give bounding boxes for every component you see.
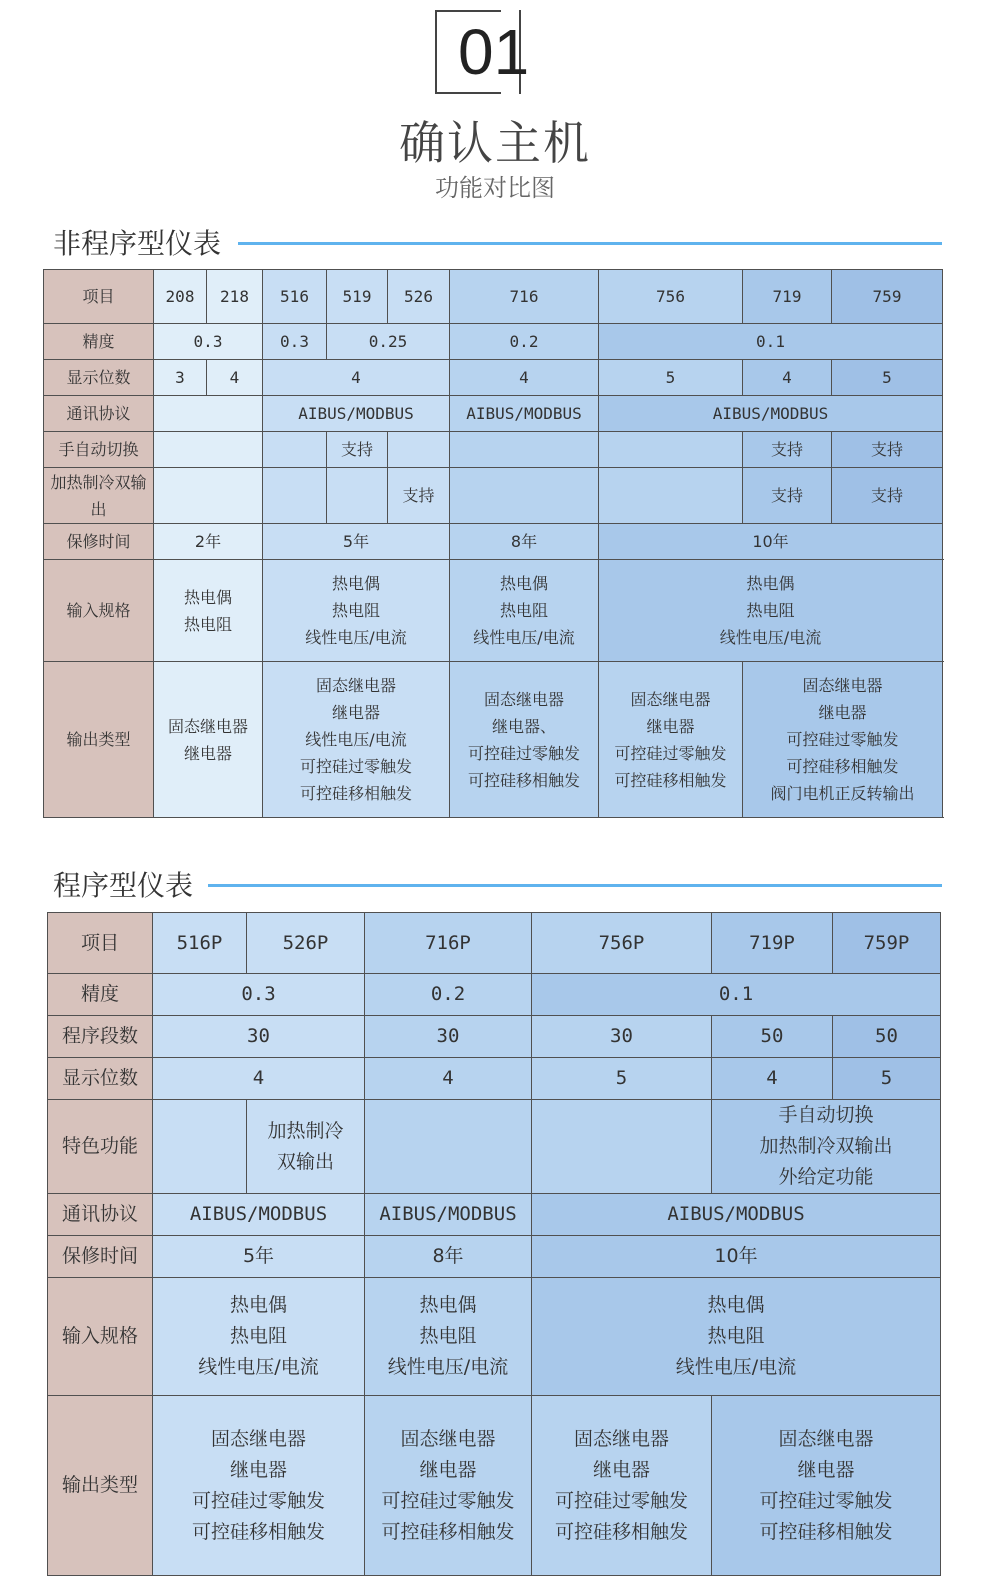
section1-divider (238, 242, 942, 245)
empty-cell (450, 432, 599, 468)
accuracy-cell: 0.1 (599, 324, 943, 360)
manual-auto-cell: 支持 (327, 432, 388, 468)
table-row (44, 270, 943, 324)
comm-cell: AIBUS/MODBUS (263, 396, 450, 432)
digits-cell: 3 (154, 360, 207, 396)
row-header: 项目 (48, 913, 153, 974)
page-subtitle: 功能对比图 (435, 174, 555, 202)
row-header: 手自动切换 (44, 432, 154, 468)
row-header: 通讯协议 (44, 396, 154, 432)
input-spec-cell: 热电偶 热电阻 线性电压/电流 (365, 1278, 532, 1396)
manual-auto-cell: 支持 (743, 432, 832, 468)
model-cell: 526 (388, 270, 450, 324)
output-type-cell: 固态继电器 继电器 可控硅过零触发 可控硅移相触发 阀门电机正反转输出 (743, 662, 943, 818)
empty-cell (153, 1100, 247, 1194)
table-row (48, 1278, 941, 1396)
row-header: 保修时间 (48, 1236, 153, 1278)
input-spec-cell: 热电偶 热电阻 线性电压/电流 (599, 560, 943, 662)
output-type-cell: 固态继电器 继电器 线性电压/电流 可控硅过零触发 可控硅移相触发 (263, 662, 450, 818)
input-spec-cell: 热电偶 热电阻 线性电压/电流 (263, 560, 450, 662)
accuracy-cell: 0.3 (153, 974, 365, 1016)
section-number: 01 (458, 16, 530, 88)
model-cell: 516P (153, 913, 247, 974)
row-header: 程序段数 (48, 1016, 153, 1058)
model-cell: 719P (712, 913, 833, 974)
segments-cell: 50 (833, 1016, 941, 1058)
empty-cell (450, 468, 599, 524)
manual-auto-cell: 支持 (832, 432, 943, 468)
empty-cell (263, 468, 327, 524)
empty-cell (263, 432, 327, 468)
empty-cell (327, 468, 388, 524)
table-row (44, 662, 943, 818)
segments-cell: 30 (153, 1016, 365, 1058)
section2-title: 程序型仪表 (53, 869, 194, 902)
features-cell: 加热制冷 双输出 (247, 1100, 365, 1194)
model-cell: 716 (450, 270, 599, 324)
heat-cool-cell: 支持 (743, 468, 832, 524)
empty-cell (388, 432, 450, 468)
row-header: 输出类型 (48, 1396, 153, 1576)
segments-cell: 30 (365, 1016, 532, 1058)
row-header: 精度 (48, 974, 153, 1016)
empty-cell (599, 468, 743, 524)
features-cell: 手自动切换 加热制冷双输出 外给定功能 (712, 1100, 941, 1194)
warranty-cell: 8年 (365, 1236, 532, 1278)
digits-cell: 4 (743, 360, 832, 396)
output-type-cell: 固态继电器 继电器 可控硅过零触发 可控硅移相触发 (153, 1396, 365, 1576)
model-cell: 759 (832, 270, 943, 324)
comm-cell: AIBUS/MODBUS (450, 396, 599, 432)
output-type-cell: 固态继电器 继电器 可控硅过零触发 可控硅移相触发 (712, 1396, 941, 1576)
accuracy-cell: 0.25 (327, 324, 450, 360)
model-cell: 526P (247, 913, 365, 974)
heat-cool-cell: 支持 (832, 468, 943, 524)
table-row (44, 360, 943, 396)
model-cell: 716P (365, 913, 532, 974)
row-header: 显示位数 (48, 1058, 153, 1100)
segments-cell: 50 (712, 1016, 833, 1058)
digits-cell: 5 (532, 1058, 712, 1100)
row-header: 通讯协议 (48, 1194, 153, 1236)
digits-cell: 4 (263, 360, 450, 396)
comm-cell: AIBUS/MODBUS (153, 1194, 365, 1236)
empty-cell (365, 1100, 532, 1194)
row-header: 加热制冷双输出 (44, 468, 154, 524)
warranty-cell: 8年 (450, 524, 599, 560)
page-title: 确认主机 (399, 116, 591, 170)
warranty-cell: 10年 (599, 524, 943, 560)
output-type-cell: 固态继电器 继电器 (154, 662, 263, 818)
model-cell: 756 (599, 270, 743, 324)
digits-cell: 4 (153, 1058, 365, 1100)
warranty-cell: 2年 (154, 524, 263, 560)
empty-cell (154, 468, 263, 524)
table-row (44, 468, 943, 524)
output-type-cell: 固态继电器 继电器 可控硅过零触发 可控硅移相触发 (599, 662, 743, 818)
model-cell: 208 (154, 270, 207, 324)
row-header: 特色功能 (48, 1100, 153, 1194)
segments-cell: 30 (532, 1016, 712, 1058)
accuracy-cell: 0.1 (532, 974, 941, 1016)
program-comparison-table (47, 912, 941, 1576)
empty-cell (154, 432, 263, 468)
model-cell: 519 (327, 270, 388, 324)
table-row (48, 1100, 941, 1194)
table-row (48, 974, 941, 1016)
row-header: 显示位数 (44, 360, 154, 396)
table-row (44, 524, 943, 560)
input-spec-cell: 热电偶 热电阻 线性电压/电流 (153, 1278, 365, 1396)
comm-cell: AIBUS/MODBUS (365, 1194, 532, 1236)
table-row (44, 324, 943, 360)
input-spec-cell: 热电偶 热电阻 线性电压/电流 (532, 1278, 941, 1396)
input-spec-cell: 热电偶 热电阻 线性电压/电流 (450, 560, 599, 662)
digits-cell: 5 (599, 360, 743, 396)
model-cell: 516 (263, 270, 327, 324)
model-cell: 719 (743, 270, 832, 324)
table-row (48, 1058, 941, 1100)
warranty-cell: 5年 (263, 524, 450, 560)
digits-cell: 5 (832, 360, 943, 396)
heat-cool-cell: 支持 (388, 468, 450, 524)
row-header: 项目 (44, 270, 154, 324)
model-cell: 756P (532, 913, 712, 974)
row-header: 输入规格 (48, 1278, 153, 1396)
table-row (48, 1194, 941, 1236)
warranty-cell: 10年 (532, 1236, 941, 1278)
accuracy-cell: 0.2 (365, 974, 532, 1016)
table-row (44, 432, 943, 468)
comm-cell: AIBUS/MODBUS (532, 1194, 941, 1236)
row-header: 精度 (44, 324, 154, 360)
table-row (48, 1236, 941, 1278)
digits-cell: 4 (365, 1058, 532, 1100)
warranty-cell: 5年 (153, 1236, 365, 1278)
digits-cell: 4 (450, 360, 599, 396)
model-cell: 759P (833, 913, 941, 974)
row-header: 输入规格 (44, 560, 154, 662)
empty-cell (154, 396, 263, 432)
empty-cell (599, 432, 743, 468)
table-row (48, 1396, 941, 1576)
accuracy-cell: 0.3 (263, 324, 327, 360)
output-type-cell: 固态继电器 继电器、 可控硅过零触发 可控硅移相触发 (450, 662, 599, 818)
empty-cell (532, 1100, 712, 1194)
comm-cell: AIBUS/MODBUS (599, 396, 943, 432)
digits-cell: 4 (712, 1058, 833, 1100)
output-type-cell: 固态继电器 继电器 可控硅过零触发 可控硅移相触发 (365, 1396, 532, 1576)
accuracy-cell: 0.3 (154, 324, 263, 360)
model-cell: 218 (207, 270, 263, 324)
row-header: 输出类型 (44, 662, 154, 818)
row-header: 保修时间 (44, 524, 154, 560)
section2-divider (208, 884, 942, 887)
non-program-comparison-table (43, 269, 943, 818)
digits-cell: 4 (207, 360, 263, 396)
input-spec-cell: 热电偶 热电阻 (154, 560, 263, 662)
section1-title: 非程序型仪表 (53, 227, 222, 260)
output-type-cell: 固态继电器 继电器 可控硅过零触发 可控硅移相触发 (532, 1396, 712, 1576)
table-row (44, 396, 943, 432)
digits-cell: 5 (833, 1058, 941, 1100)
table-row (44, 560, 943, 662)
table-row (48, 913, 941, 974)
accuracy-cell: 0.2 (450, 324, 599, 360)
table-row (48, 1016, 941, 1058)
